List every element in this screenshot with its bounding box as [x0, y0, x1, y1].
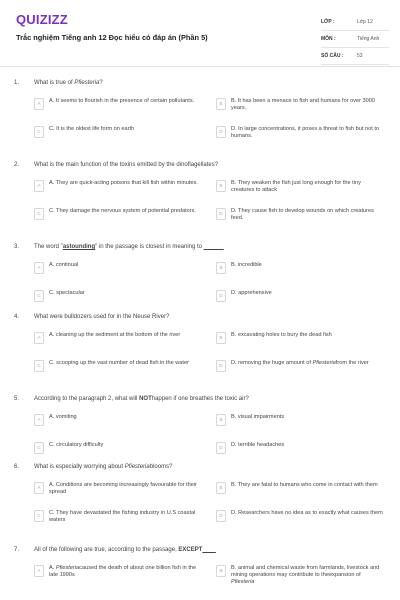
option-letter-box: C [34, 510, 44, 522]
meta-row-question-count [321, 48, 389, 65]
option-text: A. It seems to flourish in the presence of certain pollutants. [49, 98, 195, 104]
question-number: 1. [14, 80, 20, 86]
option-letter-box: D [216, 510, 226, 522]
meta-value: 53 [357, 53, 363, 59]
meta-row-grade [321, 14, 389, 31]
option-text: D. In large concentrations, it poses a threat to fish but not to humans. [231, 126, 380, 140]
meta-key: LỚP : [321, 19, 335, 25]
option-letter-box: A [34, 98, 44, 110]
option-letter-box: D [216, 360, 226, 372]
option-letter-box: C [34, 360, 44, 372]
option-letter-box: B [216, 482, 226, 494]
question-number: 7. [14, 547, 20, 553]
option-text: D. removing the huge amount of Pfiesteriafrom the river [231, 360, 369, 366]
option-letter-box: B [216, 262, 226, 274]
question-number: 5. [14, 396, 20, 402]
meta-value: Tiếng Anh [357, 36, 380, 42]
option-letter-box: D [216, 442, 226, 454]
option-letter-box: B [216, 565, 226, 577]
question-text: What is especially worrying about Pfiesteriablooms? [34, 464, 173, 470]
question-number: 3. [14, 244, 20, 250]
question-number: 6. [14, 464, 20, 470]
question-text: The word "astounding" in the passage is closest in meaning to ______ [34, 244, 224, 250]
option-text: B. animal and chemical waste from farmlands, livestock and mining operations may contribute to theexpansion of Pfiesteria [231, 565, 380, 586]
option-text: A. vomiting [49, 414, 77, 420]
question-text: What were bulldozers used for in the Neuse River? [34, 314, 170, 320]
question-number: 2. [14, 162, 20, 168]
option-text: D. apprehensive [231, 290, 272, 296]
option-text: B. incredible [231, 262, 262, 268]
option-letter-box: B [216, 98, 226, 110]
option-letter-box: A [34, 482, 44, 494]
option-text: A. Pfiesteriacaused the death of about one billion fish in the late 1990s [49, 565, 197, 579]
meta-key: SỐ CÂU : [321, 53, 344, 59]
option-text: B. excavating holes to bury the dead fish [231, 332, 332, 338]
option-text: D. Researchers have no idea as to exactly what causes them [231, 510, 383, 516]
option-text: C. scooping up the vast number of dead fish in the water [49, 360, 189, 366]
option-text: A. continual [49, 262, 79, 268]
option-letter-box: D [216, 126, 226, 138]
question-text: All of the following are true, according to the passage, EXCEPT____ [34, 547, 216, 553]
option-text: C. spectacular [49, 290, 85, 296]
option-text: B. They are fatal to humans who come in contact with them [231, 482, 378, 488]
question-number: 4. [14, 314, 20, 320]
option-text: B. It has been a menace to fish and humans for over 3000 years. [231, 98, 375, 112]
option-text: A. They are quick-acting poisons that kill fish within minutes. [49, 180, 198, 186]
quizizz-logo: QUIZIZZ [16, 12, 68, 27]
option-letter-box: A [34, 332, 44, 344]
worksheet-header [0, 0, 400, 67]
meta-table [321, 14, 389, 65]
option-text: A. cleaning up the sediment at the bottom of the river [49, 332, 181, 338]
meta-key: MÔN : [321, 36, 336, 42]
option-text: B. They weaken the fish just long enough for the tiny creatures to attack [231, 180, 361, 194]
question-text: What is true of Pfiesteria? [34, 80, 103, 86]
option-letter-box: C [34, 290, 44, 302]
option-letter-box: A [34, 414, 44, 426]
worksheet-title: Trắc nghiệm Tiếng anh 12 Đọc hiểu có đáp án (Phần 5) [16, 33, 208, 42]
option-letter-box: C [34, 442, 44, 454]
option-text: B. visual impairments [231, 414, 285, 420]
option-letter-box: D [216, 290, 226, 302]
meta-row-subject [321, 31, 389, 48]
option-letter-box: A [34, 180, 44, 192]
option-letter-box: B [216, 180, 226, 192]
option-letter-box: A [34, 565, 44, 577]
option-text: C. It is the oldest life form on earth [49, 126, 135, 132]
option-letter-box: B [216, 414, 226, 426]
meta-value: Lớp 12 [357, 19, 373, 25]
option-letter-box: D [216, 208, 226, 220]
question-text: What is the main function of the toxins emitted by the dinoflagellates? [34, 162, 219, 168]
option-text: C. They damage the nervous system of potential predators. [49, 208, 196, 214]
option-text: C. circulatory difficulty [49, 442, 104, 448]
option-text: C. They have devastated the fishing industry in U.S coastal waters [49, 510, 196, 524]
question-text: According to the paragraph 2, what will NOThappen if one breathes the toxic air? [34, 396, 249, 402]
option-text: D. They cause fish to develop wounds on which creatures feed. [231, 208, 374, 222]
option-letter-box: A [34, 262, 44, 274]
option-letter-box: C [34, 208, 44, 220]
option-text: A. Conditions are becoming increasingly favourable for their spread [49, 482, 198, 496]
option-letter-box: C [34, 126, 44, 138]
option-text: D. terrible headaches [231, 442, 285, 448]
option-letter-box: B [216, 332, 226, 344]
